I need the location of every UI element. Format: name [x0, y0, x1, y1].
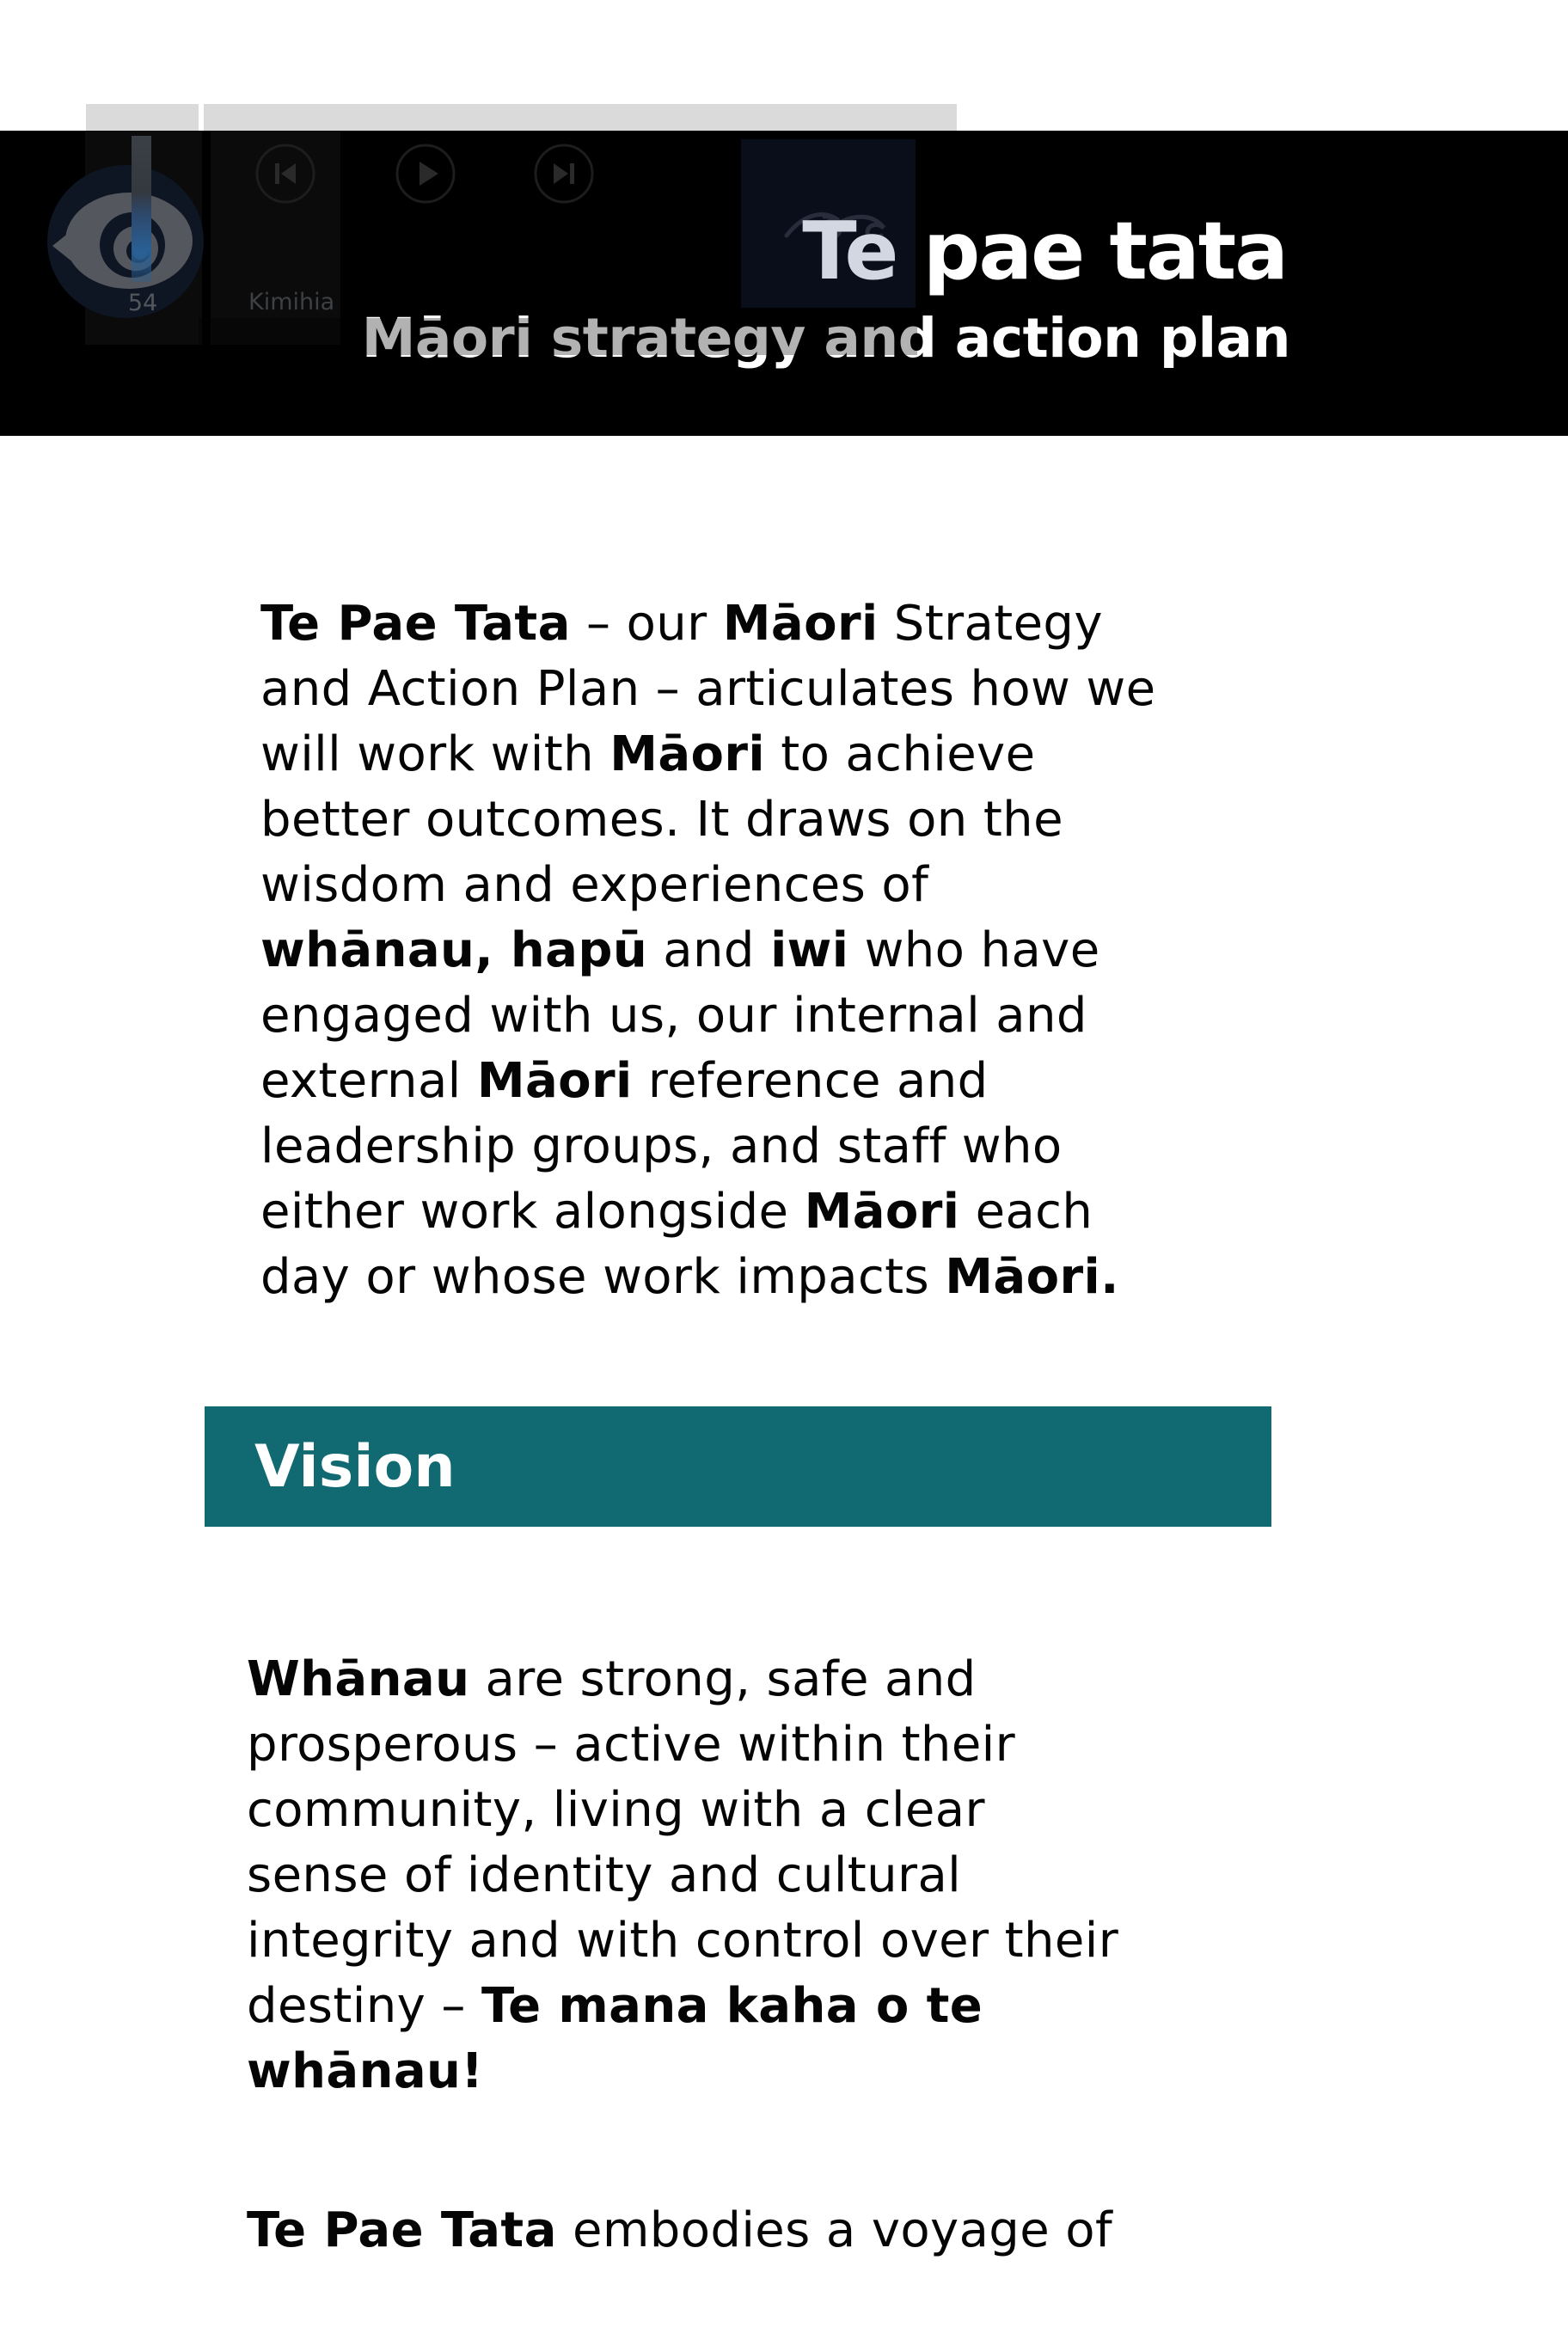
overlay-dim-band	[199, 318, 917, 355]
paragraph-voyage: Te Pae Tata embodies a voyage of	[247, 2202, 1113, 2258]
paragraph-intro: Te Pae Tata – our Māori Strategy and Action Plan – articulates how we will work with Māori to achieve better outcomes. It draws on the wisdom and experiences of whānau, hapū and iwi who have engaged with us, our internal and external Māori reference and leadership groups, and staff who either work alongside Māori each day or whose work impacts Māori.	[260, 596, 1156, 1305]
vision-heading-bar	[205, 1406, 1271, 1527]
player-header	[0, 131, 1568, 436]
skip-back-icon	[254, 143, 316, 205]
page-title	[802, 205, 1287, 297]
track-number: 54	[127, 290, 158, 316]
skip-forward-icon	[533, 143, 595, 205]
page-subtitle: Māori strategy and action plan	[361, 307, 1290, 370]
volume-slider[interactable]	[132, 136, 151, 282]
vision-heading-label: Vision	[254, 1432, 456, 1501]
skip-forward-button[interactable]	[533, 143, 595, 205]
play-button[interactable]	[395, 143, 456, 205]
page-title-main: pae tata	[922, 205, 1287, 297]
paragraph-vision: Whānau are strong, safe and prosperous – active within their community, living with a clear sense of identity and cultural integrity and with control over their destiny – Te mana kaha o te whānau!	[247, 1651, 1119, 2099]
progress-track-left[interactable]	[86, 104, 199, 131]
skip-back-button[interactable]	[254, 143, 316, 205]
kimihia-search-label[interactable]: Kimihia	[248, 289, 335, 315]
page-title-dim: Te	[802, 205, 923, 297]
play-icon	[395, 143, 456, 205]
progress-track-right[interactable]	[204, 104, 957, 131]
